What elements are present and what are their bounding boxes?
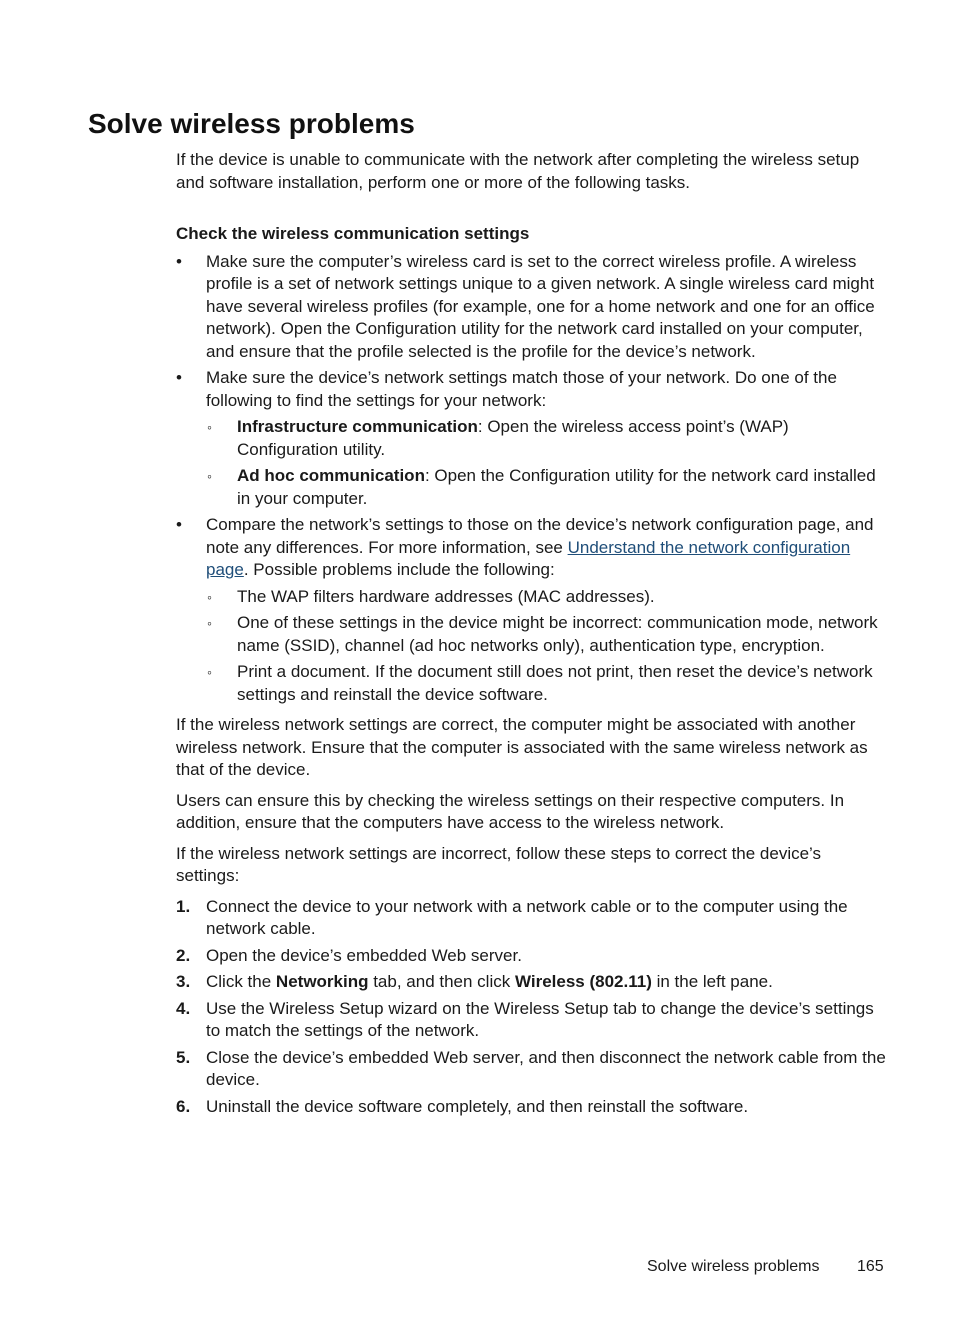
ui-term: Wireless (802.11) — [514, 972, 652, 991]
sub-list — [206, 416, 886, 510]
step-item — [176, 1047, 886, 1092]
page-title: Solve wireless problems — [88, 108, 415, 139]
bullet-text: Compare the network’s settings to those on the device’s network configuration page, and note any differences. For more information, see — [206, 515, 874, 557]
step-number: 3. — [176, 972, 191, 991]
sub-list-item: ◦ The WAP filters hardware addresses (MAC addresses). — [206, 586, 886, 609]
term: Ad hoc communication — [237, 466, 425, 485]
main-content — [176, 149, 886, 1122]
list-item — [176, 251, 886, 364]
step-text: in the left pane. — [651, 972, 773, 991]
intro-paragraph: If the device is unable to communicate with the network after completing the wireless setup and software installation, perform one or more of the following tasks. — [176, 150, 860, 192]
step-item — [176, 896, 886, 941]
bullet-text: Make sure the computer’s wireless card is set to the correct wireless profile. A wireless profile is a set of network settings unique to a given network. A single wireless card might have several wireless profiles (for example, one for a home network and one for an office network). Open the Configuration utility for the network card installed on your computer, and ensure that the profile selected is the profile for the device’s network. — [206, 251, 875, 361]
step-text: Connect the device to your network with a network cable or to the computer using the network cable. — [206, 896, 848, 938]
settings-checklist — [176, 251, 886, 707]
footer-title: Solve wireless problems — [647, 1258, 820, 1275]
sub-list-item — [206, 465, 886, 510]
body-paragraph: Users can ensure this by checking the wireless settings on their respective computers. In addition, ensure that the computers have access to the wireless network. — [176, 790, 845, 832]
sub-list — [206, 586, 886, 707]
list-item — [176, 367, 886, 510]
step-number: 2. — [176, 945, 191, 965]
term-description: : Open the wireless access point’s (WAP) Configuration utility. — [237, 417, 789, 459]
step-number: 1. — [176, 896, 191, 916]
step-number: 6. — [176, 1096, 191, 1116]
step-number: 5. — [176, 1047, 191, 1067]
step-text: Click the — [206, 972, 276, 991]
term: Infrastructure communication — [237, 417, 478, 436]
sub-list-item — [206, 416, 886, 461]
step-item — [176, 998, 886, 1043]
step-text: Use the Wireless Setup wizard on the Wireless Setup tab to change the device’s settings to match the settings of the network. — [206, 998, 874, 1040]
step-item — [176, 971, 886, 994]
step-item — [176, 945, 886, 968]
bullet-text: . Possible problems include the following: — [243, 560, 555, 579]
sub-list-item: ◦ Print a document. If the document still does not print, then reset the device’s network settings and reinstall the device software. — [206, 661, 886, 706]
sub-list-item: ◦ One of these settings in the device might be incorrect: communication mode, network name (SSID), channel (ad hoc networks only), authentication type, encryption. — [206, 612, 886, 657]
step-text: tab, and then click — [368, 972, 515, 991]
body-paragraph: If the wireless network settings are correct, the computer might be associated with another wireless network. Ensure that the computer is associated with the same wireless network as that of the device. — [176, 715, 868, 779]
network-config-page-link[interactable]: Understand the network configuration page — [206, 537, 851, 579]
step-text: Close the device’s embedded Web server, and then disconnect the network cable from the device. — [206, 1047, 886, 1089]
term-description: : Open the Configuration utility for the network card installed in your computer. — [237, 466, 876, 508]
step-item — [176, 1096, 886, 1119]
steps-list — [176, 896, 886, 1119]
ui-term: Networking — [275, 972, 369, 991]
bullet-text: Make sure the device’s network settings match those of your network. Do one of the following to find the settings for your network: — [206, 368, 837, 410]
list-item — [176, 514, 886, 706]
step-text: Open the device’s embedded Web server. — [206, 945, 522, 965]
step-number: 4. — [176, 998, 191, 1018]
body-paragraph: If the wireless network settings are incorrect, follow these steps to correct the device’s settings: — [176, 843, 822, 885]
step-text: Uninstall the device software completely, and then reinstall the software. — [206, 1096, 749, 1116]
section-heading: Check the wireless communication settings — [176, 224, 530, 243]
page-number: 165 — [857, 1258, 884, 1275]
